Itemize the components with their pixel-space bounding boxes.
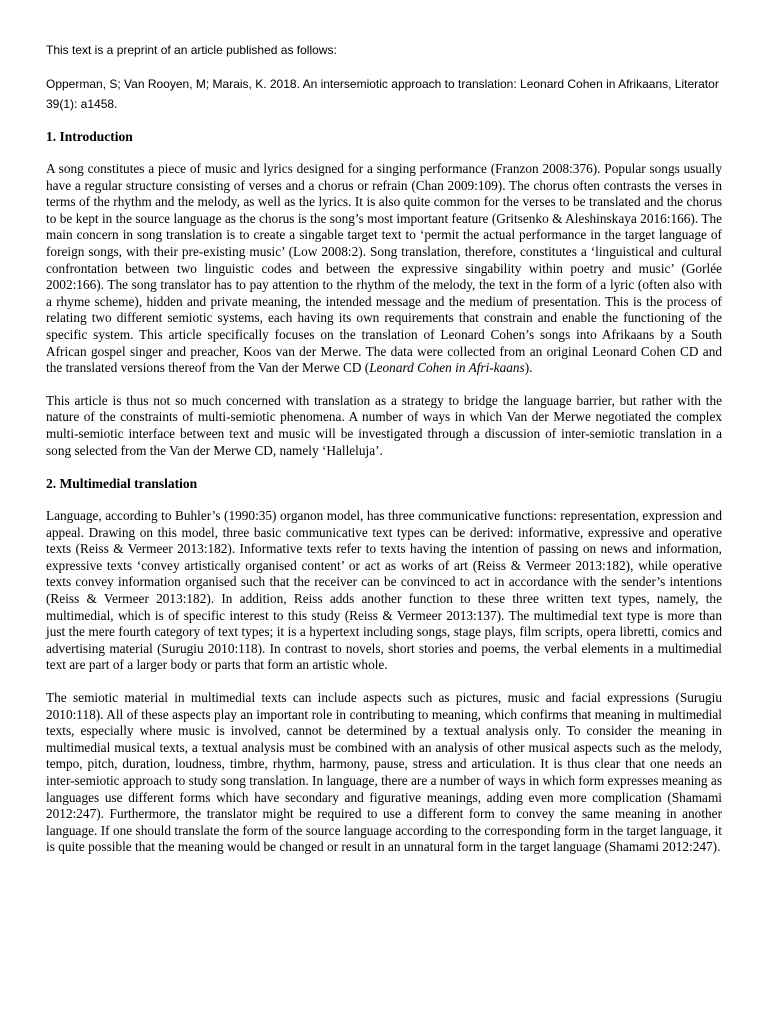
- intro-paragraph-2: This article is thus not so much concerned with translation as a strategy to bridge the language barrier, but rather with the nature of the constraints of multi-semiotic phenomena. A number of ways in which Van der Merwe negotiated the complex multi-semiotic interface between text and music will be investigated through a discussion of inter-semiotic translation in a song selected from the Van der Merwe CD, namely ‘Halleluja’.: [46, 392, 722, 458]
- citation: Opperman, S; Van Rooyen, M; Marais, K. 2018. An intersemiotic approach to translation: Leonard Cohen in Afrikaans, Literator 39(1): a1458.: [46, 77, 719, 111]
- intro-paragraph-1-text: A song constitutes a piece of music and lyrics designed for a singing performance (Franzon 2008:376). Popular songs usually have a regular structure consisting of verses and a chorus or refrain (Chan 2009:109). The chorus often contrasts the verses in terms of the rhythm and the melody, as well as the lyrics. It is also quite common for the verses to be translated and the chorus to be kept in the source language as the chorus is the song’s most important feature (Gritsenko & Aleshinskaya 2016:166). The main concern in song translation is to create a singable target text to ‘permit the actual performance in the target language of foreign songs, with their pre-existing music’ (Low 2008:2). Song translation, therefore, constitutes a ‘linguistical and cultural confrontation between two linguistic codes and between the expressive singability within poetry and music’ (Gorlée 2002:166). The song translator has to pay attention to the rhythm of the melody, the text in the form of a lyric (often also with a rhyme scheme), hidden and private meaning, the intended message and the medium of presentation. This is the process of relating two different semiotic systems, each having its own requirements that constrain and enable the functioning of the specific system. This article specifically focuses on the translation of Leonard Cohen’s songs into Afrikaans by a South African gospel singer and preacher, Koos van der Merwe. The data were collected from an original Leonard Cohen CD and the translated versions thereof from the Van der Merwe CD (: [46, 161, 722, 376]
- multimedial-paragraph-2: The semiotic material in multimedial texts can include aspects such as pictures, music and facial expressions (Surugiu 2010:118). All of these aspects play an important role in contributing to meaning, which confirms that meaning in multimedial texts, especially where music is involved, cannot be determined by a textual analysis only. To consider the meaning in multimedial musical texts, a textual analysis must be combined with an analysis of other musical aspects such as the melody, tempo, pitch, duration, loudness, timbre, rhythm, harmony, pause, stress and articulation. It is thus clear that one needs an inter-semiotic approach to study song translation. In language, there are a number of ways in which form expresses meaning as languages use different forms which have secondary and figurative meanings, adding even more complication (Shamami 2012:247). Furthermore, the translator might be required to use a different form to convey the same meaning in another language. If one should translate the form of the source language according to the corresponding form in the target language, it is quite possible that the meaning would be changed or result in an unnatural form in the target language (Shamami 2012:247).: [46, 690, 722, 855]
- intro-paragraph-1: [46, 161, 722, 377]
- intro-paragraph-1-end: ).: [524, 360, 533, 376]
- multimedial-paragraph-1: Language, according to Buhler’s (1990:35) organon model, has three communicative functions: representation, expression and appeal. Drawing on this model, three basic communicative text types can be derived: informative, expressive and operative texts (Reiss & Vermeer 2013:182). Informative texts refer to texts having the intention of passing on news and information, expressive texts ‘convey artistically organised content’ or act as works of art (Reiss & Vermeer 2013:182), while operative texts convey information organised such that the receiver can be convinced to act in accordance with the sender’s intentions (Reiss & Vermeer 2013:182). In addition, Reiss adds another function to these three written text types, namely, the multimedial, which is of specific interest to this study (Reiss & Vermeer 2013:137). The multimedial text type is more than just the mere fourth category of text types; it is a hypertext including songs, stage plays, film scripts, opera libretti, comics and advertising material (Surugiu 2010:118). In contrast to novels, short stories and poems, the verbal elements in a multimedial text are part of a larger body or parts that form an artistic whole.: [46, 508, 722, 673]
- cd-title-italic: Leonard Cohen in Afri-kaans: [369, 360, 525, 376]
- section-heading-introduction: 1. Introduction: [46, 129, 133, 144]
- preprint-note: This text is a preprint of an article published as follows:: [46, 43, 337, 57]
- section-heading-multimedial: 2. Multimedial translation: [46, 476, 198, 492]
